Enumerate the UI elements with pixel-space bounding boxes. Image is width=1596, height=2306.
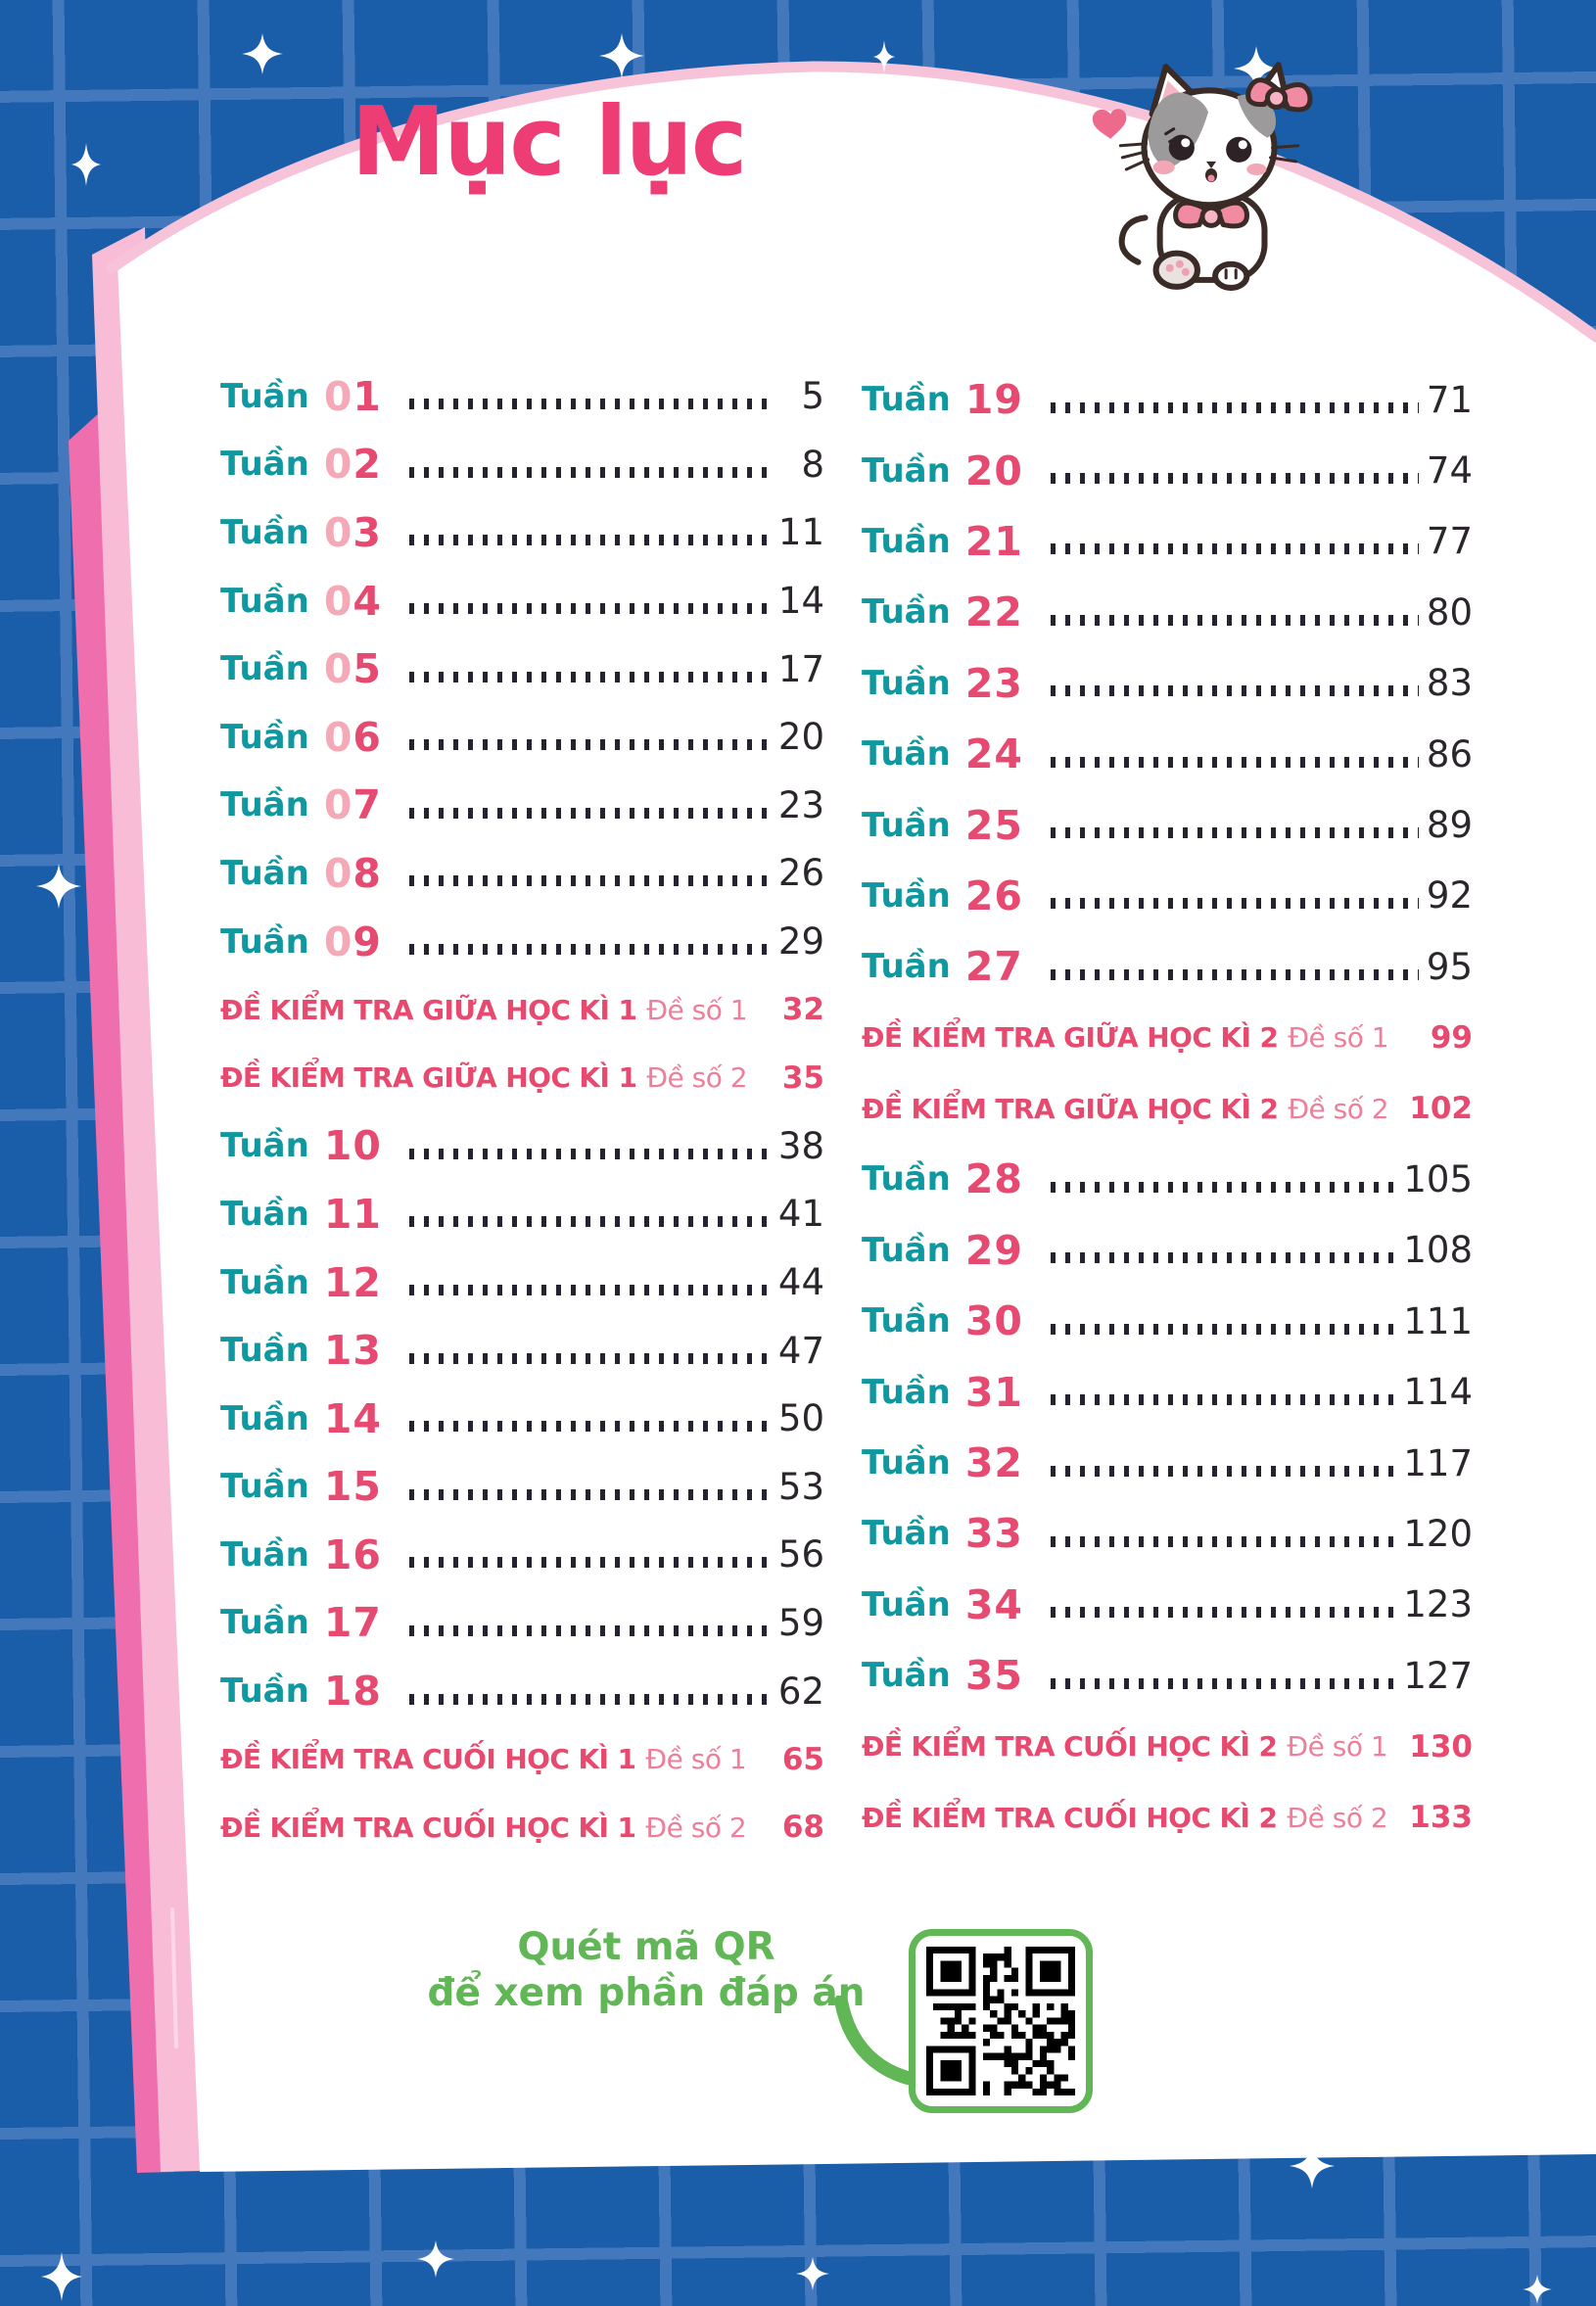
dotted-leader xyxy=(1051,1252,1396,1263)
toc-row-exam xyxy=(862,1711,1473,1781)
dotted-leader xyxy=(1051,1678,1396,1689)
dotted-leader xyxy=(409,1421,771,1432)
week-number: 32 xyxy=(964,1439,1023,1487)
exam-title: ĐỀ KIỂM TRA GIỮA HỌC KÌ 1 xyxy=(220,993,637,1026)
exam-subtitle: Đề số 1 xyxy=(645,1743,747,1776)
exam-page-number: 35 xyxy=(781,1059,824,1096)
week-number: 31 xyxy=(964,1368,1023,1416)
toc-row-week xyxy=(220,1316,824,1385)
toc-row-week xyxy=(220,1521,824,1589)
week-label: Tuần xyxy=(220,717,309,757)
dotted-leader xyxy=(1051,827,1419,838)
week-label: Tuần xyxy=(220,1467,309,1507)
toc-row-week xyxy=(862,719,1473,789)
page-number: 11 xyxy=(777,511,824,554)
toc-row-week xyxy=(220,908,824,976)
page-number: 74 xyxy=(1426,449,1473,493)
toc-row-week xyxy=(220,1453,824,1522)
page-number: 29 xyxy=(777,920,824,964)
dotted-leader xyxy=(409,1353,771,1364)
dotted-leader xyxy=(1051,473,1419,484)
page-number: 86 xyxy=(1426,732,1473,776)
page-number: 26 xyxy=(777,852,824,895)
toc-row-week xyxy=(862,931,1473,1002)
exam-title: ĐỀ KIỂM TRA CUỐI HỌC KÌ 1 xyxy=(220,1743,636,1776)
week-label: Tuần xyxy=(220,1262,309,1302)
week-label: Tuần xyxy=(862,521,951,561)
exam-page-number: 65 xyxy=(781,1741,824,1777)
week-number: 12 xyxy=(323,1258,382,1306)
dotted-leader xyxy=(409,603,771,614)
dotted-leader xyxy=(409,739,771,750)
week-number: 06 xyxy=(323,713,382,761)
dotted-leader xyxy=(1051,969,1419,980)
exam-subtitle: Đề số 2 xyxy=(646,1061,748,1095)
dotted-leader xyxy=(409,1625,771,1636)
dotted-leader xyxy=(1051,615,1419,626)
week-label: Tuần xyxy=(220,512,309,552)
toc-row-week xyxy=(862,1356,1473,1427)
week-label: Tuần xyxy=(862,380,951,420)
dotted-leader xyxy=(409,672,771,682)
exam-subtitle: Đề số 1 xyxy=(646,993,748,1026)
page-number: 62 xyxy=(777,1670,824,1713)
toc-row-exam xyxy=(862,1073,1473,1144)
exam-page-number: 130 xyxy=(1409,1728,1473,1765)
dotted-leader xyxy=(1051,1466,1396,1477)
week-label: Tuần xyxy=(862,1656,951,1696)
week-number: 16 xyxy=(323,1530,382,1578)
week-label: Tuần xyxy=(220,785,309,825)
toc-row-week xyxy=(220,1112,824,1181)
week-number: 09 xyxy=(323,918,382,965)
week-label: Tuần xyxy=(862,1372,951,1412)
toc-row-week xyxy=(862,435,1473,505)
week-label: Tuần xyxy=(862,1584,951,1624)
page-number: 92 xyxy=(1426,874,1473,918)
page-number: 44 xyxy=(777,1261,824,1304)
week-number: 33 xyxy=(964,1510,1023,1558)
week-label: Tuần xyxy=(220,1398,309,1438)
dotted-leader xyxy=(409,1216,771,1227)
dotted-leader xyxy=(1051,1536,1396,1547)
week-label: Tuần xyxy=(862,1301,951,1341)
page-number: 59 xyxy=(777,1601,824,1644)
toc-row-week xyxy=(862,506,1473,577)
page-number: 20 xyxy=(777,716,824,759)
week-number: 01 xyxy=(323,372,382,420)
week-number: 02 xyxy=(323,441,382,489)
toc-row-week xyxy=(220,1589,824,1658)
week-number: 20 xyxy=(964,447,1023,494)
toc-row-week xyxy=(220,772,824,840)
week-number: 28 xyxy=(964,1155,1023,1203)
exam-subtitle: Đề số 2 xyxy=(645,1811,747,1844)
week-label: Tuần xyxy=(862,592,951,633)
week-label: Tuần xyxy=(862,805,951,845)
exam-subtitle: Đề số 2 xyxy=(1288,1092,1389,1125)
exam-page-number: 133 xyxy=(1409,1800,1473,1835)
dotted-leader xyxy=(409,467,772,478)
toc-row-exam xyxy=(220,1793,824,1861)
toc-row-week xyxy=(862,861,1473,931)
week-number: 23 xyxy=(964,659,1023,707)
toc-row-week xyxy=(862,1498,1473,1569)
page-number: 117 xyxy=(1403,1441,1473,1484)
page-number: 111 xyxy=(1403,1299,1473,1342)
toc-row-week xyxy=(220,498,824,567)
exam-title: ĐỀ KIỂM TRA GIỮA HỌC KÌ 1 xyxy=(220,1061,637,1095)
week-number: 21 xyxy=(964,517,1023,565)
page-number: 14 xyxy=(777,580,824,623)
page-number: 50 xyxy=(777,1397,824,1440)
page-number: 105 xyxy=(1403,1157,1473,1200)
qr-code-icon xyxy=(926,1947,1075,2095)
toc-row-exam xyxy=(220,1725,824,1794)
page-number: 108 xyxy=(1403,1229,1473,1272)
toc-column-left xyxy=(220,362,824,1861)
week-label: Tuần xyxy=(220,1603,309,1643)
toc-row-week xyxy=(220,431,824,499)
page-number: 17 xyxy=(777,647,824,690)
dotted-leader xyxy=(1051,685,1419,696)
qr-instruction-line1: Quét mã QR xyxy=(517,1925,775,1969)
page-number: 123 xyxy=(1403,1583,1473,1626)
week-number: 30 xyxy=(964,1297,1023,1345)
week-number: 27 xyxy=(964,943,1023,991)
week-number: 34 xyxy=(964,1580,1023,1628)
week-number: 13 xyxy=(323,1327,382,1375)
page-number: 8 xyxy=(801,443,824,486)
page-number: 5 xyxy=(801,375,824,418)
toc-row-week xyxy=(862,648,1473,719)
toc-row-week xyxy=(220,362,824,431)
page-number: 127 xyxy=(1403,1654,1473,1697)
week-label: Tuần xyxy=(862,947,951,987)
toc-row-exam xyxy=(862,1003,1473,1073)
exam-page-number: 102 xyxy=(1409,1091,1473,1127)
week-label: Tuần xyxy=(220,581,309,621)
week-label: Tuần xyxy=(862,450,951,491)
exam-title: ĐỀ KIỂM TRA CUỐI HỌC KÌ 1 xyxy=(220,1811,636,1844)
toc-row-week xyxy=(862,1144,1473,1214)
toc-row-week xyxy=(862,1215,1473,1286)
week-number: 08 xyxy=(323,849,382,897)
dotted-leader xyxy=(409,1285,771,1295)
toc-row-week xyxy=(220,1180,824,1248)
week-label: Tuần xyxy=(862,734,951,775)
week-label: Tuần xyxy=(220,1671,309,1712)
page-number: 114 xyxy=(1403,1371,1473,1414)
week-number: 15 xyxy=(323,1463,382,1511)
exam-subtitle: Đề số 2 xyxy=(1287,1801,1388,1834)
dotted-leader xyxy=(1051,1324,1396,1335)
toc-row-exam xyxy=(220,975,824,1044)
page-number: 120 xyxy=(1403,1512,1473,1555)
dotted-leader xyxy=(1051,402,1419,413)
dotted-leader xyxy=(409,1149,771,1159)
dotted-leader xyxy=(409,1557,771,1568)
week-number: 18 xyxy=(323,1668,382,1716)
toc-column-right xyxy=(862,364,1473,1853)
toc-row-week xyxy=(220,1248,824,1317)
toc-row-week xyxy=(220,567,824,635)
exam-page-number: 68 xyxy=(781,1810,824,1846)
toc-row-week xyxy=(220,839,824,908)
week-number: 04 xyxy=(323,577,382,625)
week-number: 26 xyxy=(964,871,1023,919)
page-number: 23 xyxy=(777,783,824,826)
toc-row-week xyxy=(862,1286,1473,1356)
page-number: 38 xyxy=(777,1124,824,1167)
page-number: 53 xyxy=(777,1465,824,1508)
toc-row-exam xyxy=(220,1044,824,1112)
week-number: 03 xyxy=(323,508,382,556)
exam-subtitle: Đề số 1 xyxy=(1287,1730,1388,1764)
dotted-leader xyxy=(1051,543,1419,554)
dotted-leader xyxy=(1051,898,1419,909)
page-number: 71 xyxy=(1426,378,1473,421)
week-label: Tuần xyxy=(862,875,951,916)
week-number: 22 xyxy=(964,588,1023,636)
dotted-leader xyxy=(409,399,772,409)
dotted-leader xyxy=(409,535,771,545)
week-number: 19 xyxy=(964,376,1023,424)
exam-title: ĐỀ KIỂM TRA GIỮA HỌC KÌ 2 xyxy=(862,1021,1279,1055)
week-label: Tuần xyxy=(220,445,309,485)
week-number: 25 xyxy=(964,801,1023,849)
dotted-leader xyxy=(409,1694,771,1705)
toc-row-week xyxy=(862,1428,1473,1498)
dotted-leader xyxy=(409,875,771,886)
page-number: 95 xyxy=(1426,945,1473,988)
week-number: 29 xyxy=(964,1226,1023,1274)
toc-row-week xyxy=(220,703,824,772)
week-label: Tuần xyxy=(862,1159,951,1200)
week-number: 24 xyxy=(964,730,1023,778)
week-label: Tuần xyxy=(862,1514,951,1554)
week-number: 35 xyxy=(964,1652,1023,1700)
page-number: 89 xyxy=(1426,804,1473,847)
dotted-leader xyxy=(1051,1607,1396,1618)
exam-title: ĐỀ KIỂM TRA CUỐI HỌC KÌ 2 xyxy=(862,1730,1278,1764)
week-label: Tuần xyxy=(220,1331,309,1371)
dotted-leader xyxy=(1051,1182,1396,1193)
page-title: Mục lục xyxy=(351,86,746,197)
week-label: Tuần xyxy=(220,1534,309,1575)
exam-subtitle: Đề số 1 xyxy=(1288,1021,1389,1055)
week-label: Tuần xyxy=(220,853,309,893)
week-number: 14 xyxy=(323,1394,382,1442)
week-number: 10 xyxy=(323,1122,382,1170)
dotted-leader xyxy=(409,944,771,955)
toc-row-week xyxy=(862,1640,1473,1711)
exam-page-number: 99 xyxy=(1430,1019,1473,1056)
page-number: 77 xyxy=(1426,520,1473,563)
exam-title: ĐỀ KIỂM TRA CUỐI HỌC KÌ 2 xyxy=(862,1801,1278,1834)
toc-row-week xyxy=(862,577,1473,647)
week-label: Tuần xyxy=(220,376,309,416)
page-number: 83 xyxy=(1426,662,1473,705)
toc-row-week xyxy=(862,364,1473,435)
dotted-leader xyxy=(1051,1394,1396,1405)
page-number: 41 xyxy=(777,1193,824,1236)
week-label: Tuần xyxy=(220,1126,309,1166)
week-label: Tuần xyxy=(220,649,309,689)
toc-row-week xyxy=(220,635,824,703)
page-number: 80 xyxy=(1426,590,1473,634)
qr-instruction-line2: để xem phần đáp án xyxy=(427,1970,866,2015)
week-label: Tuần xyxy=(862,1230,951,1270)
toc-row-week xyxy=(862,1570,1473,1640)
toc-row-week xyxy=(220,1385,824,1453)
toc-row-week xyxy=(862,789,1473,860)
exam-page-number: 32 xyxy=(781,992,824,1028)
week-number: 07 xyxy=(323,781,382,829)
week-label: Tuần xyxy=(862,1443,951,1483)
page-number: 56 xyxy=(777,1533,824,1577)
dotted-leader xyxy=(1051,757,1419,768)
exam-title: ĐỀ KIỂM TRA GIỮA HỌC KÌ 2 xyxy=(862,1092,1279,1125)
qr-code-frame xyxy=(909,1929,1093,2113)
week-label: Tuần xyxy=(862,663,951,703)
dotted-leader xyxy=(409,1489,771,1500)
week-number: 05 xyxy=(323,645,382,693)
page-number: 47 xyxy=(777,1329,824,1372)
dotted-leader xyxy=(409,808,771,819)
toc-row-exam xyxy=(862,1782,1473,1853)
week-number: 11 xyxy=(323,1190,382,1238)
toc-row-week xyxy=(220,1657,824,1725)
week-label: Tuần xyxy=(220,1194,309,1234)
week-number: 17 xyxy=(323,1599,382,1647)
week-label: Tuần xyxy=(220,921,309,962)
